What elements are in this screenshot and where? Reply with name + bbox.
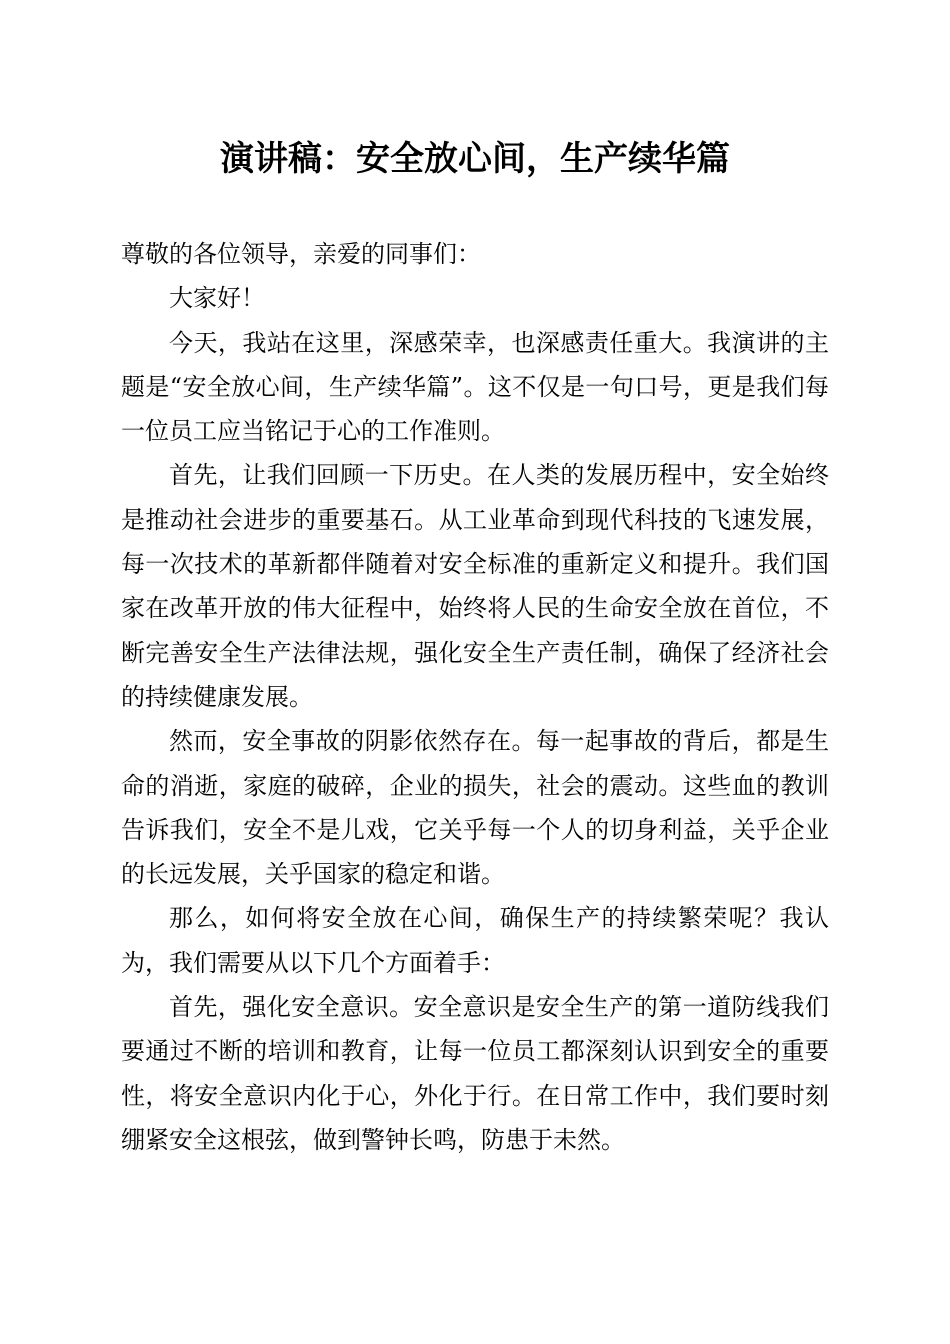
- paragraph-history: 首先，让我们回顾一下历史。在人类的发展历程中，安全始终是推动社会进步的重要基石。从工业革命到现代科技的飞速发展，每一次技术的革新都伴随着对安全标准的重新定义和提升。我们国家在改革开放的伟大征程中，始终将人民的生命安全放在首位，不断完善安全生产法律法规，强化安全生产责任制，确保了经济社会的持续健康发展。: [121, 461, 829, 711]
- document-body: [121, 232, 829, 1162]
- paragraph-question: 那么，如何将安全放在心间，确保生产的持续繁荣呢？我认为，我们需要从以下几个方面着手：: [121, 904, 829, 977]
- paragraph-intro: 今天，我站在这里，深感荣幸，也深感责任重大。我演讲的主题是“安全放心间，生产续华篇”。这不仅是一句口号，更是我们每一位员工应当铭记于心的工作准则。: [121, 328, 829, 446]
- paragraph-greeting: 大家好！: [169, 284, 265, 313]
- document-title: 演讲稿：安全放心间，生产续华篇: [220, 139, 730, 179]
- paragraph-accidents: 然而，安全事故的阴影依然存在。每一起事故的背后，都是生命的消逝，家庭的破碎，企业的损失，社会的震动。这些血的教训告诉我们，安全不是儿戏，它关乎每一个人的切身利益，关乎企业的长远发展，关乎国家的稳定和谐。: [121, 727, 829, 889]
- salutation: 尊敬的各位领导，亲爱的同事们：: [121, 240, 481, 268]
- paragraph-awareness: 首先，强化安全意识。安全意识是安全生产的第一道防线我们要通过不断的培训和教育，让每一位员工都深刻认识到安全的重要性，将安全意识内化于心，外化于行。在日常工作中，我们要时刻绷紧安全这根弦，做到警钟长鸣，防患于未然。: [121, 993, 829, 1154]
